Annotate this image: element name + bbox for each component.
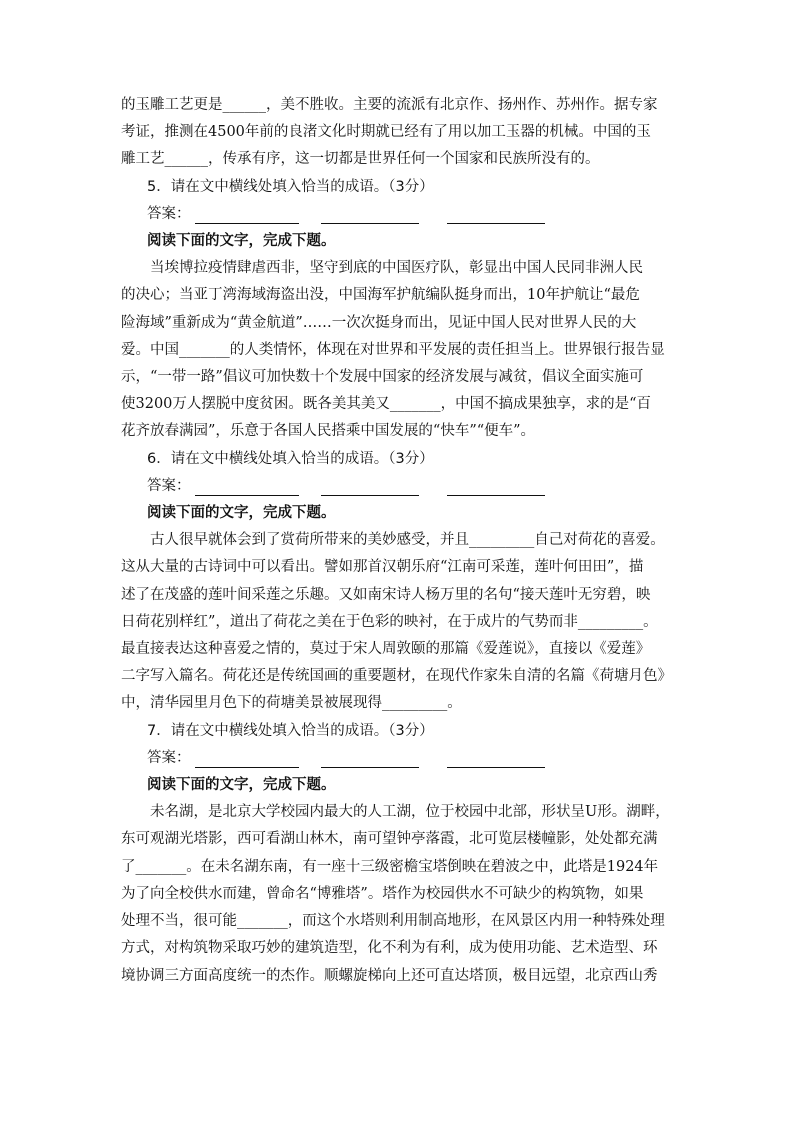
text-line: 考证，推测在4500年前的良渚文化时期就已经有了用以加工玉器的机械。中国的玉 <box>121 124 651 141</box>
text-line: 雕工艺______，传承有序，这一切都是世界任何一个国家和民族所没有的。 <box>121 151 600 168</box>
text-line: 花齐放春满园”，乐意于各国人民搭乘中国发展的“快车”“便车”。 <box>121 423 536 440</box>
section-heading: 阅读下面的文字，完成下题。 <box>147 233 336 250</box>
answer-row-5 <box>121 201 681 228</box>
text-line: 当埃博拉疫情肆虐西非，坚守到底的中国医疗队，彰显出中国人民同非洲人民 <box>150 260 643 277</box>
answer-label: 答案： <box>147 205 191 222</box>
answer-blank-2[interactable] <box>321 477 419 496</box>
text-line: 未名湖，是北京大学校园内最大的人工湖，位于校园中北部，形状呈U形。湖畔， <box>150 804 670 821</box>
text-line: 中，清华园里月色下的荷塘美景被展现得_________。 <box>121 695 462 712</box>
answer-blank-3[interactable] <box>447 205 545 224</box>
text-line: 境协调三方面高度统一的杰作。顺螺旋梯向上还可直达塔顶，极目远望，北京西山秀 <box>121 967 658 984</box>
intro-paragraph <box>121 92 681 174</box>
text-line: 日荷花别样红”，道出了荷花之美在于色彩的映衬，在于成片的气势而非_________。 <box>121 613 658 630</box>
answer-row-7 <box>121 745 681 772</box>
answer-label: 答案： <box>147 749 191 766</box>
text-line: 爱。中国_______的人类情怀，体现在对世界和平发展的责任担当上。世界银行报告显 <box>121 341 665 358</box>
question-6: 6．请在文中横线处填入恰当的成语。（3分） <box>147 450 434 467</box>
section-heading: 阅读下面的文字，完成下题。 <box>147 777 336 794</box>
section-heading: 阅读下面的文字，完成下题。 <box>147 505 336 522</box>
answer-blank-3[interactable] <box>447 477 545 496</box>
passage-2 <box>121 255 681 445</box>
text-line: 的玉雕工艺更是______，美不胜收。主要的流派有北京作、扬州作、苏州作。据专家 <box>121 97 658 113</box>
document-content <box>121 92 681 990</box>
answer-label: 答案： <box>147 477 191 494</box>
text-line: 使3200万人摆脱中度贫困。既各美其美又_______，中国不搞成果独享，求的是“百 <box>121 396 652 413</box>
text-line: 二字写入篇名。荷花还是传统国画的重要题材，在现代作家朱自清的名篇《荷塘月色》 <box>121 668 672 685</box>
answer-blank-2[interactable] <box>321 205 419 224</box>
text-line: 了_______。在未名湖东南，有一座十三级密檐宝塔倒映在碧波之中，此塔是1924年 <box>121 858 659 875</box>
text-line: 的决心；当亚丁湾海域海盗出没，中国海军护航编队挺身而出，10年护航让“最危 <box>121 287 640 304</box>
text-line: 古人很早就体会到了赏荷所带来的美妙感受，并且_________自己对荷花的喜爱。 <box>150 532 665 549</box>
text-line: 险海域”重新成为“黄金航道”……一次次挺身而出，见证中国人民对世界人民的大 <box>121 314 637 331</box>
answer-blank-1[interactable] <box>195 749 299 768</box>
question-5: 5．请在文中横线处填入恰当的成语。（3分） <box>147 178 434 195</box>
text-line: 为了向全校供水而建，曾命名“博雅塔”。塔作为校园供水不可缺少的构筑物，如果 <box>121 885 644 902</box>
text-line: 处理不当，很可能_______，而这个水塔则利用制高地形，在风景区内用一种特殊处理 <box>121 913 665 930</box>
text-line: 方式，对构筑物采取巧妙的建筑造型，化不利为有利，成为使用功能、艺术造型、环 <box>121 940 658 957</box>
answer-blank-1[interactable] <box>195 205 299 224</box>
text-line: 东可观湖光塔影，西可看湖山林木，南可望钟亭落霞，北可览层楼幢影，处处都充满 <box>121 831 658 848</box>
passage-3 <box>121 527 681 717</box>
answer-blank-3[interactable] <box>447 749 545 768</box>
text-line: 示，“一带一路”倡议可加快数十个发展中国家的经济发展与减贫，倡议全面实施可 <box>121 369 644 386</box>
text-line: 述了在茂盛的莲叶间采莲之乐趣。又如南宋诗人杨万里的名句“接天莲叶无穷碧，映 <box>121 586 651 603</box>
passage-4 <box>121 799 681 989</box>
text-line: 最直接表达这种喜爱之情的，莫过于宋人周敦颐的那篇《爱莲说》，直接以《爱莲》 <box>121 641 651 658</box>
answer-blank-2[interactable] <box>321 749 419 768</box>
text-line: 这从大量的古诗词中可以看出。譬如那首汉朝乐府“江南可采莲，莲叶何田田”，描 <box>121 559 644 576</box>
question-7: 7．请在文中横线处填入恰当的成语。（3分） <box>147 722 434 739</box>
answer-row-6 <box>121 473 681 500</box>
answer-blank-1[interactable] <box>195 477 299 496</box>
